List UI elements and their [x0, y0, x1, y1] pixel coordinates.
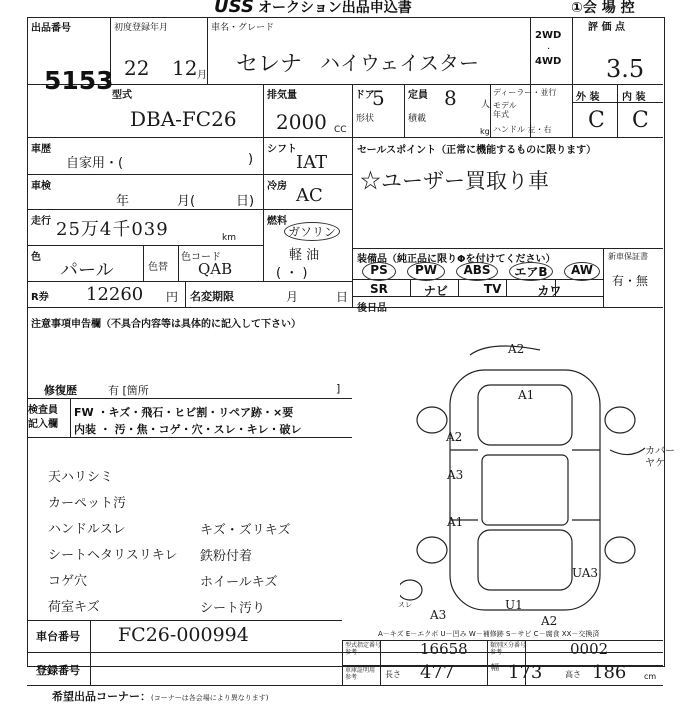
form-title: オークション出品申込書	[258, 0, 412, 16]
dealer-label: ディーラー・並行	[493, 88, 557, 97]
damage-legend: A－キズ E－エクボ U－凹み W－補修跡 S－サビ C－腐食 XX－交換済	[378, 630, 600, 638]
preferred-corner: 希望出品コーナー：(コーナーは各会場により異なります)	[52, 690, 269, 703]
capacity-value: 8	[444, 86, 457, 110]
interior-grade: C	[632, 108, 649, 133]
usage-value: 自家用・(	[66, 156, 124, 171]
type-value: DBA-FC26	[130, 107, 237, 131]
shift-label: シフト	[267, 144, 297, 155]
diagram-mark-left-door: A3	[447, 468, 464, 482]
exterior-label: 外 装	[576, 92, 600, 103]
equipment-ps: PS	[362, 262, 396, 281]
repair-close: ]	[336, 382, 341, 395]
shape-label: 形状	[356, 114, 375, 124]
yen-unit: 円	[166, 290, 179, 304]
diagram-mark-bottom-left: A3	[430, 608, 447, 622]
name-change-label: 名変期限	[190, 290, 234, 303]
recycle-label: R券	[31, 292, 49, 303]
exterior-grade: C	[588, 108, 605, 133]
fuel-label: 燃料	[267, 216, 287, 227]
inspection-label: 車検	[31, 181, 51, 192]
first-registration-month: 12	[172, 56, 198, 80]
diagram-mark-bottom-mid: U1	[505, 598, 523, 612]
type-label: 型式	[112, 90, 132, 101]
handwritten-notes-left: 天ハリシミ カーペット汚 ハンドルスレ シートヘタリスリキレ コゲ穴 荷室キズ	[48, 470, 178, 615]
displacement-value: 2000	[276, 110, 327, 134]
equipment-sr: SR	[370, 282, 388, 296]
inspector-row1: FW ・キズ・飛石・ヒビ割・リペア跡・×要	[74, 406, 294, 419]
inspector-label: 検査員 記入欄	[28, 405, 58, 430]
length-label: 長さ	[385, 670, 401, 679]
car-damage-diagram	[400, 340, 670, 640]
doors-label: ドア	[355, 90, 375, 101]
fuel-gasoline: ガソリン	[284, 222, 340, 241]
color-code-label: 色コード	[181, 252, 221, 263]
equipment-row1	[362, 262, 600, 281]
chassis-label: 車台番号	[36, 630, 80, 643]
diagram-mark-right-rear: UA3	[572, 566, 599, 580]
handwritten-notes-right: キズ・ズリキズ 鉄粉付着 ホイールキズ シート汚り	[200, 523, 291, 616]
diagram-right-note: カバー ヤケ	[645, 446, 675, 469]
chassis-number: FC26-000994	[118, 624, 249, 646]
height-value: 186	[592, 662, 627, 683]
length-value: 477	[420, 662, 455, 683]
interior-label: 内 装	[622, 92, 646, 103]
width-value: 173	[508, 662, 543, 683]
month-unit: 月	[197, 70, 207, 81]
notes-label: 注意事項申告欄（不具合内容等は具体的に記入して下さい）	[31, 319, 301, 330]
new-warranty-label: 新車保証書	[608, 252, 648, 261]
ac-label: 冷房	[267, 181, 287, 192]
repair-value: 有 [箇所	[108, 384, 149, 397]
color-label: 色	[31, 252, 41, 263]
cc-unit: CC	[334, 125, 347, 135]
handle-label: ハンドル 左・右	[493, 125, 552, 134]
selling-points-text: ☆ユーザー買取り車	[360, 169, 549, 193]
diagram-wheel-note: スレ	[398, 601, 412, 609]
mileage-value: 25万4千039	[56, 219, 169, 240]
equipment-aw: AW	[564, 262, 600, 281]
diagram-mark-left-rear: A1	[447, 515, 464, 529]
venue-copy-label: ①会 場 控	[571, 0, 635, 16]
equipment-abs: ABS	[456, 262, 498, 281]
recycle-value: 12260	[86, 284, 144, 305]
equipment-leather: カワ	[537, 284, 562, 298]
designation-label: 型式指定番号 参考	[345, 642, 382, 656]
drive-separator: ·	[547, 44, 551, 55]
cm-unit: cm	[644, 672, 657, 681]
model-name: セレナ	[236, 52, 303, 77]
designation-value: 16658	[420, 640, 468, 658]
model-year-label: モデル年式	[493, 101, 517, 119]
width-label: 幅	[491, 663, 499, 672]
inspector-row2: 内装 ・ 汚・焦・コゲ・穴・スレ・キレ・破レ	[74, 423, 302, 436]
usage-close: )	[248, 152, 254, 167]
model-grade-label: 車名・グレード	[211, 23, 275, 33]
color-code-value: QAB	[198, 260, 233, 278]
capacity-label: 定員	[408, 90, 428, 101]
ac-value: AC	[296, 185, 323, 206]
first-registration-label: 初度登録年月	[114, 23, 169, 33]
displacement-label: 排気量	[267, 90, 297, 101]
name-change-month: 月	[286, 290, 299, 304]
name-change-day: 日	[336, 290, 349, 304]
grade-name: ハイウェイスター	[320, 51, 479, 75]
drive-2wd: 2WD	[535, 30, 562, 41]
category-label: 類別区分番号 参考	[490, 642, 527, 656]
kg-unit: kg	[480, 127, 490, 136]
color-value: パール	[60, 260, 114, 281]
inspection-month-unit: 月(	[177, 194, 196, 209]
equipment-pw: PW	[407, 262, 445, 281]
selling-points-label: セールスポイント（正常に機能するものに限ります）	[357, 145, 597, 156]
diagram-mark-hood: A1	[518, 388, 535, 402]
inspection-day-unit: 日)	[236, 194, 255, 209]
doors-value: 5	[372, 86, 385, 110]
shift-value: IAT	[296, 152, 328, 173]
repair-label: 修復歴	[44, 384, 77, 397]
km-unit: km	[222, 233, 236, 243]
category-value: 0002	[570, 640, 609, 658]
registration-label: 登録番号	[36, 664, 80, 677]
warranty-value: 有・無	[612, 274, 649, 288]
diagram-mark-left-front: A2	[446, 430, 463, 444]
diagram-mark-top: A2	[508, 342, 525, 356]
score-label: 評 価 点	[588, 22, 625, 33]
auction-score: 3.5	[606, 55, 645, 83]
equipment-tv: TV	[483, 282, 502, 296]
color-change-label: 色替	[148, 262, 168, 273]
equipment-navi: ナビ	[423, 284, 448, 298]
uss-logo: USS	[214, 0, 254, 17]
equipment-airbag: エアB	[509, 262, 553, 281]
fuel-paren: ( ・ )	[276, 266, 308, 281]
first-registration-year: 22	[124, 56, 150, 80]
mileage-label: 走行	[31, 216, 51, 227]
cert-label: 車庫証明用 参考	[345, 667, 376, 681]
lot-number-label: 出品番号	[31, 23, 71, 34]
fuel-light-oil: 軽 油	[289, 248, 320, 263]
lot-number: 5153	[44, 66, 114, 95]
inspection-year-unit: 年	[116, 194, 130, 209]
person-unit: 人	[481, 100, 491, 110]
diagram-mark-bottom-right: A2	[541, 614, 558, 628]
load-label: 積載	[408, 114, 427, 124]
height-label: 高さ	[565, 670, 581, 679]
aftermarket-label: 後日品	[357, 303, 387, 314]
usage-label: 車歴	[31, 144, 51, 155]
drive-4wd: 4WD	[535, 56, 562, 67]
equipment-label: 装備品（純正品に限りΦを付けてください）	[357, 254, 556, 265]
